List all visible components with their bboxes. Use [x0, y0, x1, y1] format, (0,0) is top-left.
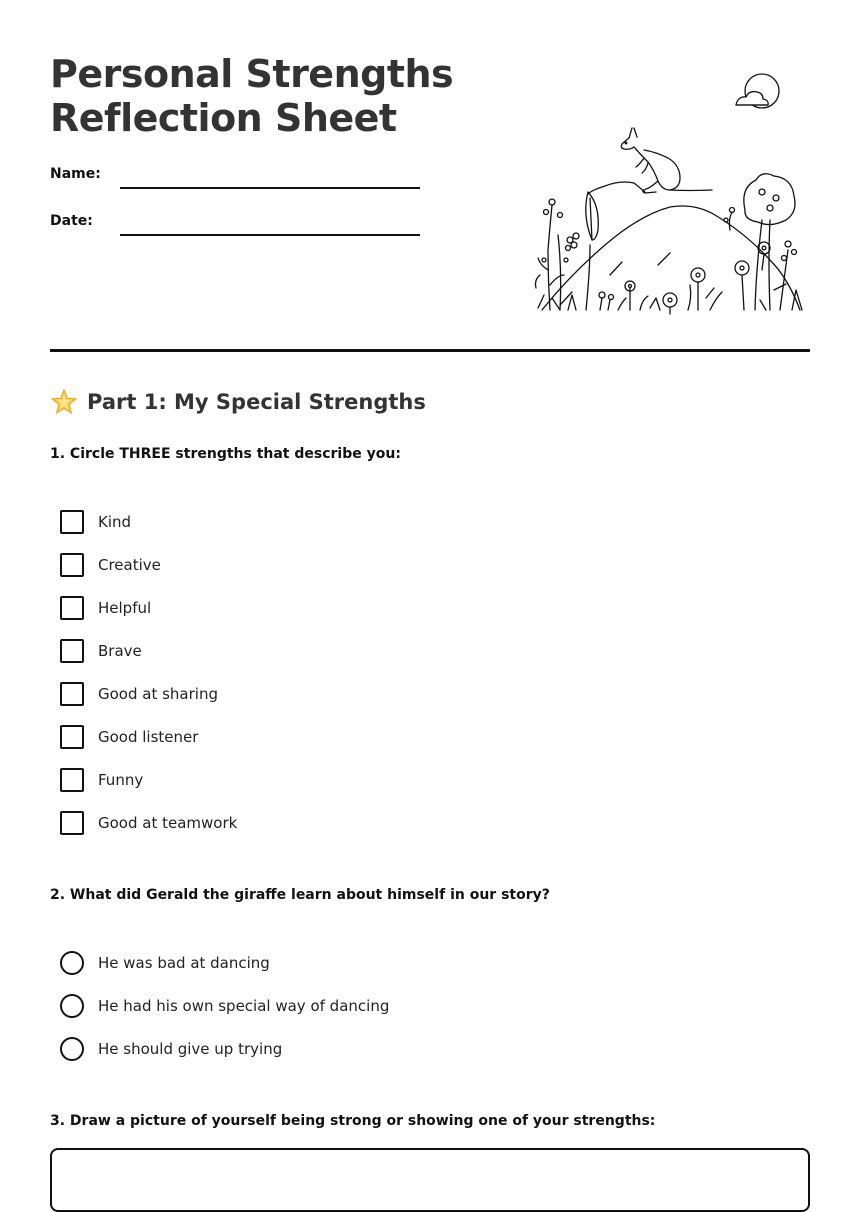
option-label: Good listener [98, 728, 199, 746]
header-divider [50, 349, 810, 352]
date-label: Date: [50, 213, 93, 229]
option-label: He was bad at dancing [98, 954, 270, 972]
name-write-line[interactable] [120, 187, 420, 189]
answer-option-give-up-trying[interactable] [60, 1037, 282, 1061]
question-1: 1. Circle THREE strengths that describe you: [50, 446, 401, 462]
kangaroo-hill-illustration [530, 70, 810, 320]
leaf-icon [586, 192, 599, 310]
checkbox[interactable] [60, 725, 84, 749]
strength-option-good-at-sharing[interactable] [60, 682, 218, 706]
answer-option-bad-at-dancing[interactable] [60, 951, 270, 975]
part-1-heading [50, 388, 426, 416]
radio-button[interactable] [60, 951, 84, 975]
option-label: He had his own special way of dancing [98, 997, 390, 1015]
checkbox[interactable] [60, 596, 84, 620]
glowing-star-icon [50, 388, 78, 416]
option-label: Funny [98, 771, 144, 789]
checkbox[interactable] [60, 510, 84, 534]
strength-option-good-at-teamwork[interactable] [60, 811, 237, 835]
bottom-flowers-icon [599, 268, 722, 314]
right-flowers-icon [724, 208, 802, 311]
worksheet-title-line-2: Reflection Sheet [50, 96, 397, 140]
name-label: Name: [50, 166, 101, 182]
date-field[interactable] [50, 213, 420, 237]
part-1-title: Part 1: My Special Strengths [87, 390, 426, 414]
option-label: Brave [98, 642, 142, 660]
worksheet-title-line-1: Personal Strengths [50, 52, 454, 96]
question-3: 3. Draw a picture of yourself being strong or showing one of your strengths: [50, 1113, 656, 1129]
option-label: Good at teamwork [98, 814, 238, 832]
option-label: Kind [98, 513, 132, 531]
checkbox[interactable] [60, 682, 84, 706]
strength-option-funny[interactable] [60, 768, 143, 792]
radio-button[interactable] [60, 1037, 84, 1061]
left-flowers-icon [536, 199, 580, 310]
option-label: Creative [98, 556, 161, 574]
strength-option-brave[interactable] [60, 639, 142, 663]
kangaroo-icon [588, 128, 712, 194]
checkbox[interactable] [60, 553, 84, 577]
answer-option-special-way-of-dancing[interactable] [60, 994, 389, 1018]
date-write-line[interactable] [120, 234, 420, 236]
checkbox[interactable] [60, 768, 84, 792]
checkbox[interactable] [60, 811, 84, 835]
strength-option-creative[interactable] [60, 553, 161, 577]
worksheet-title [50, 52, 453, 140]
question-2: 2. What did Gerald the giraffe learn about himself in our story? [50, 887, 550, 903]
option-label: Good at sharing [98, 685, 218, 703]
drawing-area[interactable] [50, 1148, 810, 1212]
option-label: Helpful [98, 599, 152, 617]
cloud-icon [736, 92, 768, 105]
checkbox[interactable] [60, 639, 84, 663]
name-field[interactable] [50, 166, 420, 190]
option-label: He should give up trying [98, 1040, 283, 1058]
radio-button[interactable] [60, 994, 84, 1018]
strength-option-helpful[interactable] [60, 596, 151, 620]
strength-option-kind[interactable] [60, 510, 131, 534]
strength-option-good-listener[interactable] [60, 725, 198, 749]
